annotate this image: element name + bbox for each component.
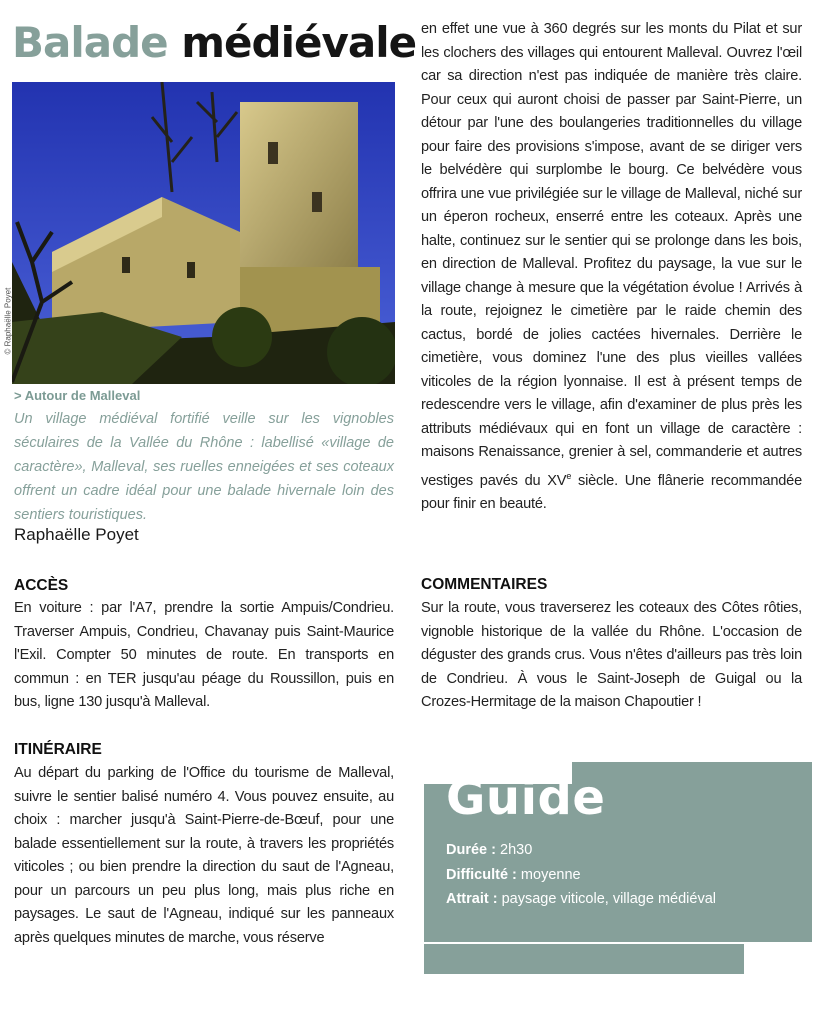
- difficulte-value: moyenne: [520, 867, 581, 883]
- acces-text: En voiture : par l'A7, prendre la sortie Ampuis/Condrieu. Traverser Ampuis, Condrieu, Chavanay puis Saint-Maurice l'Exil. Compter 50 minutes de route. En transports en commun : en TER jusqu'au péage du Roussillon, puis en bus, ligne 130 jusqu'à Malleval.: [14, 600, 394, 710]
- guide-difficulte: [446, 867, 581, 883]
- title-word-medievale: médiévale: [181, 18, 417, 67]
- article-photo: [12, 82, 395, 384]
- continuation-text-after: siècle. Une flânerie recommandée pour finir en beauté.: [421, 472, 802, 512]
- duree-label: Durée :: [446, 842, 500, 858]
- caption-title: > Autour de Malleval: [14, 388, 141, 403]
- continuation-text-before: en effet une vue à 360 degrés sur les monts du Pilat et sur les clochers des villages qui entourent Malleval. Ouvrez l'œil car sa direction n'est pas indiquée de manière très claire. Pour ceux qui auront choisi de passer par Saint-Pierre, un détour par l'une des boulangeries traditionnelles du village pour faire des provisions s'impose, avant de se diriger vers le belvédère qui surplombe le bourg. Ce belvédère vous offrira une vue privilégiée sur le village de Malleval, niché sur un éperon rocheux, enserré entre les coteaux. Après une halte, continuez sur le sentier qui se prolonge dans les bois, en direction de Malleval. Profitez du paysage, la vue sur le village change à mesure que la végétation évolue ! Arrivés à la route, rejoignez le cimetière par le raide chemin des cactus, bordé de jolies cactées hivernales. Derrière le cimetière, vous dominez l'une des plus vieilles vallées viticoles de la région lyonnaise. Il est à présent temps de redescendre vers le village, afin d'examiner de plus près les attributs médiévaux qui en font un village de caractère : maisons Renaissance, grenier à sel, commanderie et autres vestiges pavés du XV: [421, 21, 802, 489]
- century-superscript: e: [566, 470, 572, 481]
- acces-heading: ACCÈS: [14, 577, 69, 594]
- author-name: Raphaëlle Poyet: [14, 525, 139, 544]
- guide-attrait: [446, 891, 716, 907]
- medieval-village-photo: [12, 82, 395, 384]
- itineraire-continuation: [421, 18, 802, 516]
- guide-duree: [446, 842, 532, 858]
- commentaires-text: Sur la route, vous traverserez les coteaux des Côtes rôties, vignoble historique de la vallée du Rhône. L'occasion de déguster des grands crus. Vous n'êtes d'ailleurs pas très loin de Condrieu. À vous le Saint-Joseph de Guigal ou la Crozes-Hermitage de la maison Chapoutier !: [421, 600, 802, 710]
- guide-title: Guide: [446, 770, 606, 826]
- article-title: [12, 14, 417, 72]
- duree-value: 2h30: [500, 842, 533, 858]
- attrait-label: Attrait :: [446, 891, 502, 907]
- itineraire-heading: ITINÉRAIRE: [14, 741, 102, 758]
- guide-box-strip: [424, 944, 744, 974]
- difficulte-label: Difficulté :: [446, 867, 521, 883]
- photo-credit: © Raphaëlle Poyet: [3, 287, 13, 355]
- title-word-balade: Balade: [12, 18, 168, 67]
- itineraire-text: Au départ du parking de l'Office du tourisme de Malleval, suivre le sentier balisé numéro 4. Vous pouvez ensuite, au choix : marcher jusqu'à Saint-Pierre-de-Bœuf, pour une balade essentiellement sur la route, à travers les propriétés viticoles ; ou bien prendre la direction du saut de l'Agneau, pour un parcours un peu plus long, mais plus riche en paysages. Le saut de l'Agneau, indiqué sur les panneaux après quelques minutes de marche, vous réserve: [14, 765, 394, 946]
- caption-text: Un village médiéval fortifié veille sur les vignobles séculaires de la Vallée du Rhône : labellisé «village de caractère», Malleval, ses ruelles enneigées et ses coteaux offrent un cadre idéal pour une balade hivernale loin des sentiers touristiques.: [14, 411, 394, 523]
- attrait-value: paysage viticole, village médiéval: [501, 891, 716, 907]
- commentaires-heading: COMMENTAIRES: [421, 576, 548, 593]
